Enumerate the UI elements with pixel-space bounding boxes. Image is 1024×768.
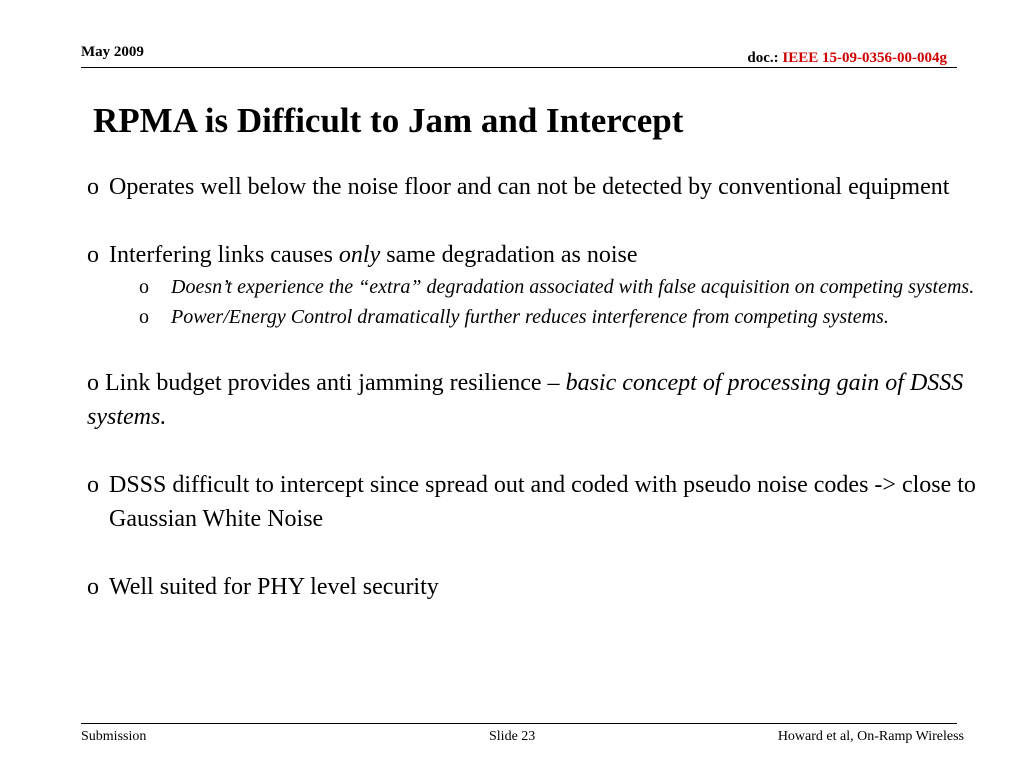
bullet-marker: o xyxy=(87,370,99,396)
sub-bullet-text: Power/Energy Control dramatically further reduces interference from competing systems. xyxy=(171,306,889,328)
sub-bullet-marker: o xyxy=(139,276,149,298)
bullet-item xyxy=(87,570,987,604)
doc-label: doc.: xyxy=(747,50,779,66)
bullet-text-emphasis: basic concept of processing gain of DSSS systems. xyxy=(87,370,964,430)
bullet-item xyxy=(87,238,987,272)
bullet-text: Operates well below the noise floor and can not be detected by conventional equipment xyxy=(109,174,950,200)
bullet-text: DSSS difficult to intercept since spread out and coded with pseudo noise codes -> close to Gaussian White Noise xyxy=(109,472,976,532)
header-divider xyxy=(81,67,957,68)
footer-slide-number: Slide 23 xyxy=(489,729,536,744)
bullet-item xyxy=(87,468,987,536)
bullet-text-post: same degradation as noise xyxy=(380,242,638,268)
sub-bullet-marker: o xyxy=(139,306,149,328)
sub-bullet-item xyxy=(87,302,987,332)
bullet-item xyxy=(87,366,987,434)
bullet-text-pre: Link budget provides anti jamming resilience – xyxy=(105,370,566,396)
sub-bullet-text: Doesn’t experience the “extra” degradation associated with false acquisition on competing systems. xyxy=(171,276,975,298)
header-doc-id xyxy=(747,50,947,67)
bullet-marker: o xyxy=(87,472,99,498)
bullet-text-pre: Interfering links causes xyxy=(109,242,339,268)
footer-divider xyxy=(81,723,957,724)
footer-submission: Submission xyxy=(81,729,147,744)
slide-title: RPMA is Difficult to Jam and Intercept xyxy=(93,101,684,140)
bullet-text-emphasis: only xyxy=(338,242,381,268)
doc-number: IEEE 15-09-0356-00-004g xyxy=(782,50,947,66)
sub-bullet-list xyxy=(87,272,987,332)
header-date: May 2009 xyxy=(81,44,144,60)
footer-authors: Howard et al, On-Ramp Wireless xyxy=(777,729,964,744)
bullet-item xyxy=(87,170,987,204)
sub-bullet-item xyxy=(87,272,987,302)
bullet-marker: o xyxy=(87,174,99,200)
slide-body xyxy=(87,170,987,638)
bullet-marker: o xyxy=(87,242,99,268)
bullet-marker: o xyxy=(87,574,99,600)
bullet-text: Well suited for PHY level security xyxy=(109,574,439,600)
